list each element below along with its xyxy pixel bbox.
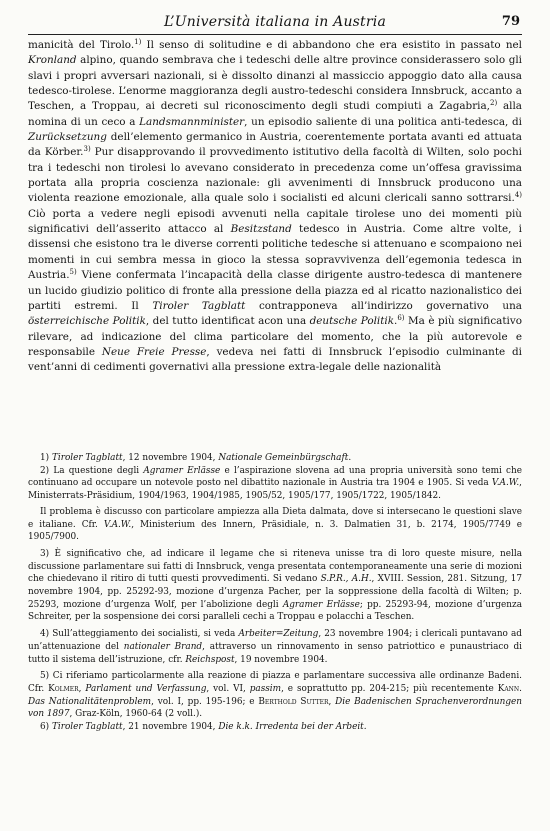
text-run: . <box>519 683 522 694</box>
text-run: contrapponeva all’indirizzo governativo una <box>245 299 522 312</box>
text-run: , 12 novembre 1904, <box>122 453 219 463</box>
text-run: , un episodio saliente di una politica anti-tedesca, di <box>244 115 522 128</box>
text-run: , Ministerrats-Präsidium, 1904/1963, 1904/1985, 1905/52, 1905/177, 1905/1722, 1905/1842. <box>28 478 522 502</box>
text-run: dell’elemento germanico in Austria, coerentemente portata avanti ed attuata da Körber. <box>28 131 522 159</box>
text-run: tedesco in Austria. Come altre volte, i dissensi che esistono tra le diverse correnti politiche tedesche si attenuano e scompaiono nei momenti in cui sembra messa in gioco la stessa sopravvivenza dell’egemonia tedesca in Austria. <box>28 223 523 282</box>
text-run: , 21 novembre 1904, <box>122 722 219 733</box>
text-run: , 19 novembre 1904. <box>234 654 328 665</box>
text-run: e l’aspirazione slovena ad una propria università sono temi che continuano ad occupare un notevole posto nel dibattito nazionale in Austria tra 1904 e 1905. Si veda <box>28 465 522 489</box>
italic-title: Tiroler Tagblatt <box>51 722 123 733</box>
footnote-2-continuation <box>28 506 522 544</box>
footnote-ref-6[interactable]: 6) <box>397 314 405 323</box>
footnote-ref-4[interactable]: 4) <box>514 191 522 200</box>
author-name: Kann <box>497 683 520 694</box>
text-run: , e soprattutto pp. 204-215; più recentemente <box>281 683 498 694</box>
text-run: alpino, quando sembrava che i tedeschi delle altre province considerassero solo gli slavi i propri avversari nazionali, si è dissolto dinanzi al massiccio appoggio dato alla causa tedesco-tirolese. L’enorme maggioranza degli austro-tedeschi considera Innsbruck, accanto a Teschen, a Troppau, ai decreti sul riconoscimento degli studi compiuti a Zagabria, <box>28 54 522 113</box>
footnote-6 <box>28 721 522 734</box>
text-run: , XVIII. Session, 281. Sitzung, 17 novembre 1904, pp. 25292-93, mozione d’urgenza Pacher, per la soppressione della facoltà di Wilten; p. 25293, mozione d’urgenza Wolf, per l’abolizione degli <box>28 574 522 610</box>
author-name: Kolmer <box>48 683 79 694</box>
text-run: La questione degli <box>53 465 144 476</box>
footnote-2 <box>28 465 522 503</box>
italic-term: deutsche Politik <box>309 315 395 328</box>
footnote-1 <box>28 452 522 465</box>
footnote-ref-3[interactable]: 3) <box>83 145 91 154</box>
text-run: , attraverso un rinnovamento in senso patriottico e punaustriaco di tutto il sistema dell’istruzione, cfr. <box>28 641 522 665</box>
text-run: , del tutto identificat acon una <box>145 315 310 328</box>
text-run: , <box>328 696 336 707</box>
italic-title: Die k.k. Irredenta bei der Arbeit <box>218 722 364 733</box>
italic-term: nationaler Brand <box>123 641 203 652</box>
text-run: , vol. VI, <box>206 683 250 694</box>
footnote-4 <box>28 628 522 666</box>
text-run: Ma è più significativo rilevare, ad indicazione del clima particolare del momento, che la più autorevole e responsabile <box>28 315 522 358</box>
italic-term: S.P.R., A.H. <box>320 574 372 585</box>
italic-term: österreichische Politik <box>28 315 146 328</box>
footnote-number: 3) <box>40 548 50 559</box>
italic-term: passim <box>249 683 282 694</box>
text-run: Ci riferiamo particolarmente alla reazione di piazza e parlamentare successiva alle ordinanze Badeni. Cfr. <box>28 671 522 694</box>
running-header <box>28 12 522 35</box>
footnotes-section <box>28 452 522 734</box>
italic-title: Das Nationalitätenproblem <box>28 696 152 707</box>
italic-title: Reichspost <box>185 654 235 665</box>
italic-title: Tiroler Tagblatt <box>51 453 123 463</box>
italic-term: Landsmannminister <box>139 115 245 128</box>
text-run: , vol. I, pp. 195-196; e <box>151 696 259 707</box>
italic-term: Besitzstand <box>230 223 292 236</box>
footnote-ref-2[interactable]: 2) <box>489 99 498 108</box>
footnote-number: 4) <box>40 629 50 640</box>
text-run: È significativo che, ad indicare il legame che si riteneva unisse tra di loro queste misure, nella discussione parlamentare sui fatti di Innsbruck, venga presentata contemporaneamente una serie di mozioni che chiedevano il ritiro di tutti questi provvedimenti. Si vedano <box>28 548 522 585</box>
italic-term: Agramer Erlässe <box>282 599 360 610</box>
text-run: , <box>78 683 86 694</box>
text-run: ; pp. 25293-94, mozione d’urgenza Schreiter, per la sospensione dei corsi paralleli cechi a Troppau e polacchi a Teschen. <box>28 599 522 623</box>
italic-term: V.A.W. <box>103 519 132 530</box>
footnote-number: 5) <box>40 671 50 682</box>
author-name: Berthold Sutter <box>258 696 329 707</box>
running-title: L’Università italiana in Austria <box>163 14 387 30</box>
italic-term: Zurücksetzung <box>28 131 107 144</box>
italic-title: Arbeiter=Zeitung <box>238 629 319 640</box>
footnote-3 <box>28 548 522 624</box>
footnote-ref-5[interactable]: 5) <box>69 268 77 277</box>
text-run: . <box>363 722 367 733</box>
text-run: , Ministerium des Innern, Präsidiale, n. 3. Dalmatien 31, b. 2174, 1905/7749 e 1905/7900. <box>28 519 522 543</box>
italic-title: Nationale Gemeinbürgschaft <box>218 453 349 463</box>
footnote-5 <box>28 670 522 721</box>
text-run: , vedeva nei fatti di Innsbruck l’episodio culminante di vent’anni di cedimenti governativi alla pressione extra-legale delle nazionalità <box>28 345 522 374</box>
text-run: . <box>394 315 398 328</box>
footnote-ref-1[interactable]: 1) <box>134 38 142 46</box>
text-run: alla nomina di un ceco a <box>28 100 522 128</box>
text-run: Viene confermata l’incapacità della classe dirigente austro-tedesca di mantenere un lucido giudizio politico di fronte alla pressione della piazza ed al ricatto nazionalistico dei partiti estremi. Il <box>28 269 522 312</box>
italic-term: Agramer Erlässe <box>143 465 221 476</box>
italic-title: Parlament und Verfassung <box>85 683 207 694</box>
italic-title: Die Badenischen Sprachenverordnungen von 1897 <box>28 696 522 720</box>
main-text <box>28 38 522 376</box>
text-run: , Graz-Köln, 1960-64 (2 voll.). <box>69 709 203 720</box>
text-run: , 23 novembre 1904; i clericali puntavano ad un’attenuazione del <box>28 629 522 652</box>
italic-term: V.A.W. <box>491 478 520 489</box>
page-number: 79 <box>501 14 520 29</box>
text-run: Sull’atteggiamento dei socialisti, si veda <box>49 629 239 640</box>
italic-term: Neue Freie Presse <box>101 345 207 358</box>
italic-term: Tiroler Tagblatt <box>152 299 246 312</box>
text-run: Il senso di solitudine e di abbandono che era esistito in passato nel <box>141 39 522 51</box>
text-run: Pur disapprovando il provvedimento istitutivo della facoltà di Wilten, solo pochi tra i tedeschi non tirolesi lo avevano considerato in precedenza come un’offesa gravissima portata alla propria coscienza nazionale: gli avvenimenti di Innsbruck producono una violenta reazione emozionale, alla quale solo i socialisti ed alcuni clericali sanno sottrarsi. <box>28 146 522 205</box>
text-run: Ciò porta a vedere negli episodi avvenuti nella capitale tirolese uno dei momenti più significativi dell’asserito attacco al <box>28 207 522 236</box>
footnote-number: 6) <box>40 722 50 733</box>
italic-term: Kronland <box>28 54 77 67</box>
footnote-number: 2) <box>40 465 50 476</box>
text-run: manicità del Tirolo. <box>28 39 135 51</box>
body-paragraph <box>28 38 522 376</box>
footnote-number: 1) <box>40 453 50 463</box>
text-run: . <box>348 453 352 463</box>
text-run: Il problema è discusso con particolare ampiezza alla Dieta dalmata, dove si intersecano le questioni slave e italiane. Cfr. <box>28 506 522 530</box>
